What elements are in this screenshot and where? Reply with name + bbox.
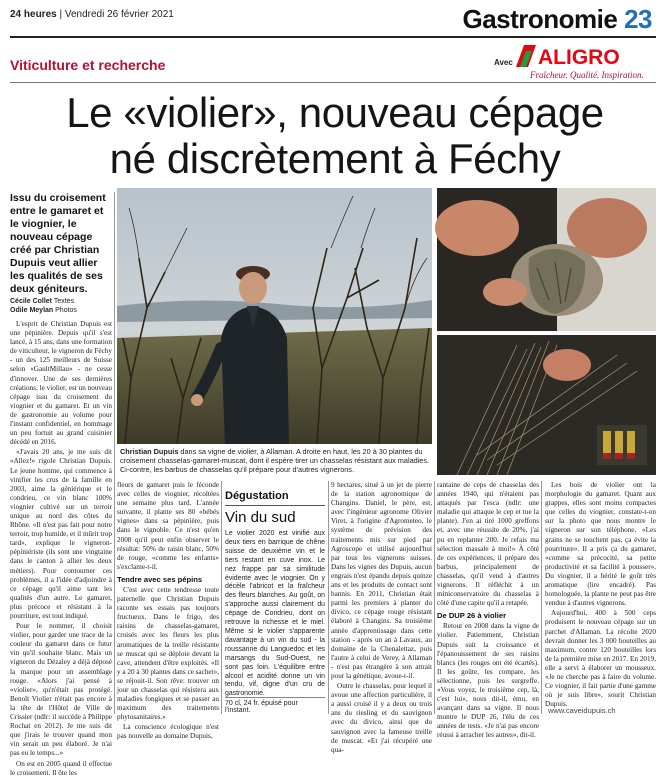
article-column-5 bbox=[545, 481, 656, 709]
section-title bbox=[462, 4, 652, 35]
subhead-dup26: De DUP 26 à violier bbox=[437, 611, 507, 621]
main-photo-vineyard bbox=[117, 188, 432, 444]
subhead-tendre: Tendre avec ses pépins bbox=[117, 574, 203, 584]
headline-line-1: Le «violier», nouveau cépage bbox=[66, 89, 604, 136]
rubric: Viticulture et recherche bbox=[10, 57, 166, 73]
rubric-rule bbox=[10, 82, 656, 83]
paragraph: La conscience écologique n'est pas nouvelle au domaine Dupuis, bbox=[117, 723, 219, 741]
paper-name: 24 heures bbox=[10, 9, 57, 20]
top-rule bbox=[10, 36, 656, 38]
photo-hands-plants bbox=[437, 188, 656, 331]
sponsor-tagline: Fraîcheur. Qualité. Inspiration. bbox=[530, 70, 644, 80]
headline-line-2: né discrètement à Féchy bbox=[109, 135, 561, 182]
paragraph: fleurs de gamaret puis le féconde avec celles de viognier, récoltées une semaine plus tard. L'année suivante, il plante ses 80 «bébés vignes» dans sa pépinière, puis dans le vignoble. Ce n'est qu'en 2008 qu'il peut enfin observer le résultat: 50% de raisin blanc, 50% de rouge, «comme les enfants» s'exclame-t-il. bbox=[117, 481, 219, 571]
paragraph: Retour en 2008 dans la vigne de violier. Patiemment, Christian Dupuis suit la croissance et l'épanouissement de ses raisins blancs (les rouges ont été écartés). Il les goûte, les compare, les sélectionne, puis les surgreffe. «Vous voyez, le troisième cep, là, c'est lui», nous dit-il, ému, en avançant dans sa vigne. Il nous montre le DUP 26, l'élu de ces années de tests. «Je n'ai pas encore réussi à arracher les autres», dit-il. bbox=[437, 622, 539, 740]
caption-name: Christian Dupuis bbox=[120, 447, 179, 456]
role-2: Photos bbox=[55, 307, 77, 314]
article-column-2 bbox=[117, 481, 219, 741]
box-footer: 70 cl, 24 fr. épuisé pour l'instant. bbox=[225, 697, 325, 714]
headline bbox=[10, 90, 660, 182]
sponsor-logo-text: ALIGRO bbox=[538, 46, 620, 69]
paragraph: Aujourd'hui, 400 à 500 ceps produisent le nouveau cépage sur un parchet d'Allaman. La récolte 2020 devrait donner les 3 000 bouteilles au maximum, contre 120 bouteilles lors de la première mise en 2017. En 2019, elle a servi à élaborer un mousseux. «Je ne cherche pas à faire du volume. Ce viognier, il fait partie d'une gamme où je suis libre», sourit Christian Dupuis. bbox=[545, 609, 656, 709]
lead-paragraph: Issu du croisement entre le gamaret et le viognier, le nouveau cépage créé par Christian Dupuis veut allier les qualités de ses deux géniteurs. bbox=[10, 192, 106, 295]
photo-caption bbox=[120, 447, 432, 474]
issue-date: Vendredi 26 février 2021 bbox=[64, 9, 174, 20]
box-rule bbox=[225, 505, 325, 506]
masthead-date: 24 heures | Vendredi 26 février 2021 bbox=[10, 9, 174, 20]
column-rule bbox=[541, 481, 542, 714]
box-heading: Dégustation bbox=[225, 490, 289, 502]
paragraph: «J'avais 20 ans, je me suis dit «Allez!» rigole Christian Dupuis. Le jeune homme, qui commence à vinifier les crus de la famille en 2003, aime la géniérique et le condrieu, ce vin blanc 100% viognier cultivé sur un terroir unique au nord des côtes du Rhône. «Il n'est pas fait pour notre terroir, trop humide, et il mûrit trop tard», explique le vigneron-pépiniériste (ils sont une vingtaine dans le canton à allier les deux métiers). Pour contourner ces problèmes, il a l'idée d'adjoindre à ce cépage qu'il aime tant les qualités d'un autre. Le gamaret, plus précoce et résistant à la pourriture, est tout indiqué. bbox=[10, 448, 112, 620]
paragraph: L'esprit de Christian Dupuis est une pépinière. Depuis qu'il s'est lancé, à 15 ans, dans une formation de viticulteur, le vigneron de Féchy - un des 125 meilleurs de Suisse selon «GaultMillau» - ne cesse d'innover. Une de ses dernières créations, le violier, est un nouveau cépage issu du croisement du viognier et du gamaret. Et un vin de gastronomie au volume pour l'instant confidentiel, en hommage un peu fortuit au grand cuisinier décédé en 2016. bbox=[10, 320, 112, 447]
author-1: Cécile Collet bbox=[10, 298, 53, 305]
box-text bbox=[225, 530, 325, 698]
paragraph: Pour le nommer, il choisit violier, pour garder une trace de la couleur du gamaret dans ce futur vin qu'il souhaite blanc. Mais un vigneron du Dézaley a déjà déposé la marque pour un assemblage rouge. «Alors j'ai pensé à «violier», qu'n'était pas protégé. Benoît Violier n'était pas encore à la tête de l'Hôtel de Ville de Crissier (ndlr: il succède à Philippe Rochat en 2012). Je me suis dit que j'irais le trouver quand mon vin serait un peu élaboré. Je n'ai pas eu le temps...» bbox=[10, 622, 112, 758]
author-2: Odile Meylan bbox=[10, 307, 54, 314]
column-rule bbox=[114, 192, 115, 714]
column-rule bbox=[328, 481, 329, 714]
website-link[interactable]: www.caveidupuis.ch bbox=[548, 706, 616, 715]
article-column-3 bbox=[331, 481, 432, 754]
column-rule bbox=[221, 481, 222, 714]
section-name: Gastronomie bbox=[462, 4, 618, 34]
paragraph: Les bois de violier ont la morphologie du gamaret. Quant aux grappes, elles sont moins compactes que celles du viognier, constate-t-on sur la photo que nous montre le vigneron sur son téléphone. «Les grains ne se touchent pas, ça évite la pourriture». Il a pris ça du gamaret, «comme sa précocité, sa petite productivité et sa facilité à pousser». Du viognier, il a hérité le goût très aromatique (lire encadré). Pas homologuée, la plante ne peut pas être vendue à d'autres vignerons. bbox=[545, 481, 656, 608]
byline bbox=[10, 297, 110, 315]
caption-text: dans sa vigne de violier, à Allaman. A droite en haut, les 20 à 30 plantes du croisement chasselas-gamaret-muscat, dont il espère tirer un chasselas résistant aux maladies. Ci-contre, les barbus de chasselas qu'il prépare pour d'autres vignerons. bbox=[120, 447, 430, 474]
paragraph: Outre le chasselas, pour lequel il avoue une affection particulière, il a aussi croisé il y a deux ou trois ans du riesling et du sauvignon avec du divico, ainsi que du sauvignon avec la fameuse treille de muscat. «Et j'ai récupéré une qua- bbox=[331, 682, 432, 754]
sponsor-avec: Avec bbox=[494, 58, 513, 67]
photo-barbus-chasselas bbox=[437, 335, 656, 475]
page-number: 23 bbox=[624, 4, 652, 34]
article-column-1 bbox=[10, 320, 112, 777]
box-subheading: Vin du sud bbox=[225, 509, 296, 526]
article-column-4 bbox=[437, 481, 539, 740]
paragraph: rantaine de ceps de chasselas des années 1940, qui n'étaient pas attaqués par l'esca (ndlr: une maladie qui attaque le cep et tue la plante). J'en ai tiré 1000 greffons et, avec une réussite de 20%, j'ai pu en replanter 200. Je refais ma sélection massale à moi!» À côté de ces expériences, il prépare des barbus, principalement de chasselas, qu'il vend à d'autres vignerons. Il réfléchit à un miniconservatoire du chasselas à côté d'une capite qu'il a retapée. bbox=[437, 481, 539, 608]
column-rule bbox=[434, 481, 435, 714]
paragraph: C'est avec cette tendresse toute paternelle que Christian Dupuis raconte ses essais pas toujours fructueux. Dans le frigo, des raisins de chasselas-gamaret, croisés avec les fleurs les plus aromatiques de la treille résistante se muscat qui se déploie devant la cave, attendent d'être exploités. «Il y a 20 à 30 plantes dans ce sachet», se réjouit-il. Son rêve: trouver un jour un chasselas qui résistera aux maladies fongiques et se passer au maximum des traitements phytosanitaires.» bbox=[117, 585, 219, 722]
aligro-logo bbox=[516, 45, 650, 67]
role-1: Textes bbox=[53, 298, 75, 305]
paragraph: On est en 2005 quand il effectue le croisement. Il ôte les bbox=[10, 759, 112, 777]
paragraph: Le violier 2020 est vinifié aux deux tiers en barrique de chêne suisse de deuxième vin et le tiers restant en cuve inox. Le nez frappe par sa similitude évidente avec le viognier. On y décèle l'abricot et la fraîcheur des fleurs blanches. Au goût, on s'approche aussi clairement du cépage de Condrieu, dont on retrouve la richesse et le miel. Même si le violier s'apparente davantage à un vin du sud - la roussanne du Languedoc et les marsangs du Sud-Ouest, ne sont pas loin. L'équilibre entre alcool et acidité donne un vin tendu, vif, digne d'un cru de gastronomie. bbox=[225, 530, 325, 698]
paragraph: 9 hectares, situé à un jet de pierre de la station agronomique de Changins. Daniel, le père, est, avec l'ingénieur agronome Olivier Viret, à l'origine d'Agrometeo, le système de prévision des traitements mis sur pied par Agroscope et utilisé aujourd'hui par tous les vignerons suisses. Dans les vignes des Dupuis, aucun engrais n'est épandu depuis quinze ans et les produits de contact sont bannis. En 2011, Christian était parmi les premiers à planter du divico, ce cépage rouge résistant élaboré à Changins. Sa troisième année d'apprentissage dans cette station - après un an à Lavaux, au domaine de la Chenalettaz, puis l'autre à celui de Verey, à Allaman - n'est pas étrangère à son attrait pour la génétique, avoue-t-il. bbox=[331, 481, 432, 680]
